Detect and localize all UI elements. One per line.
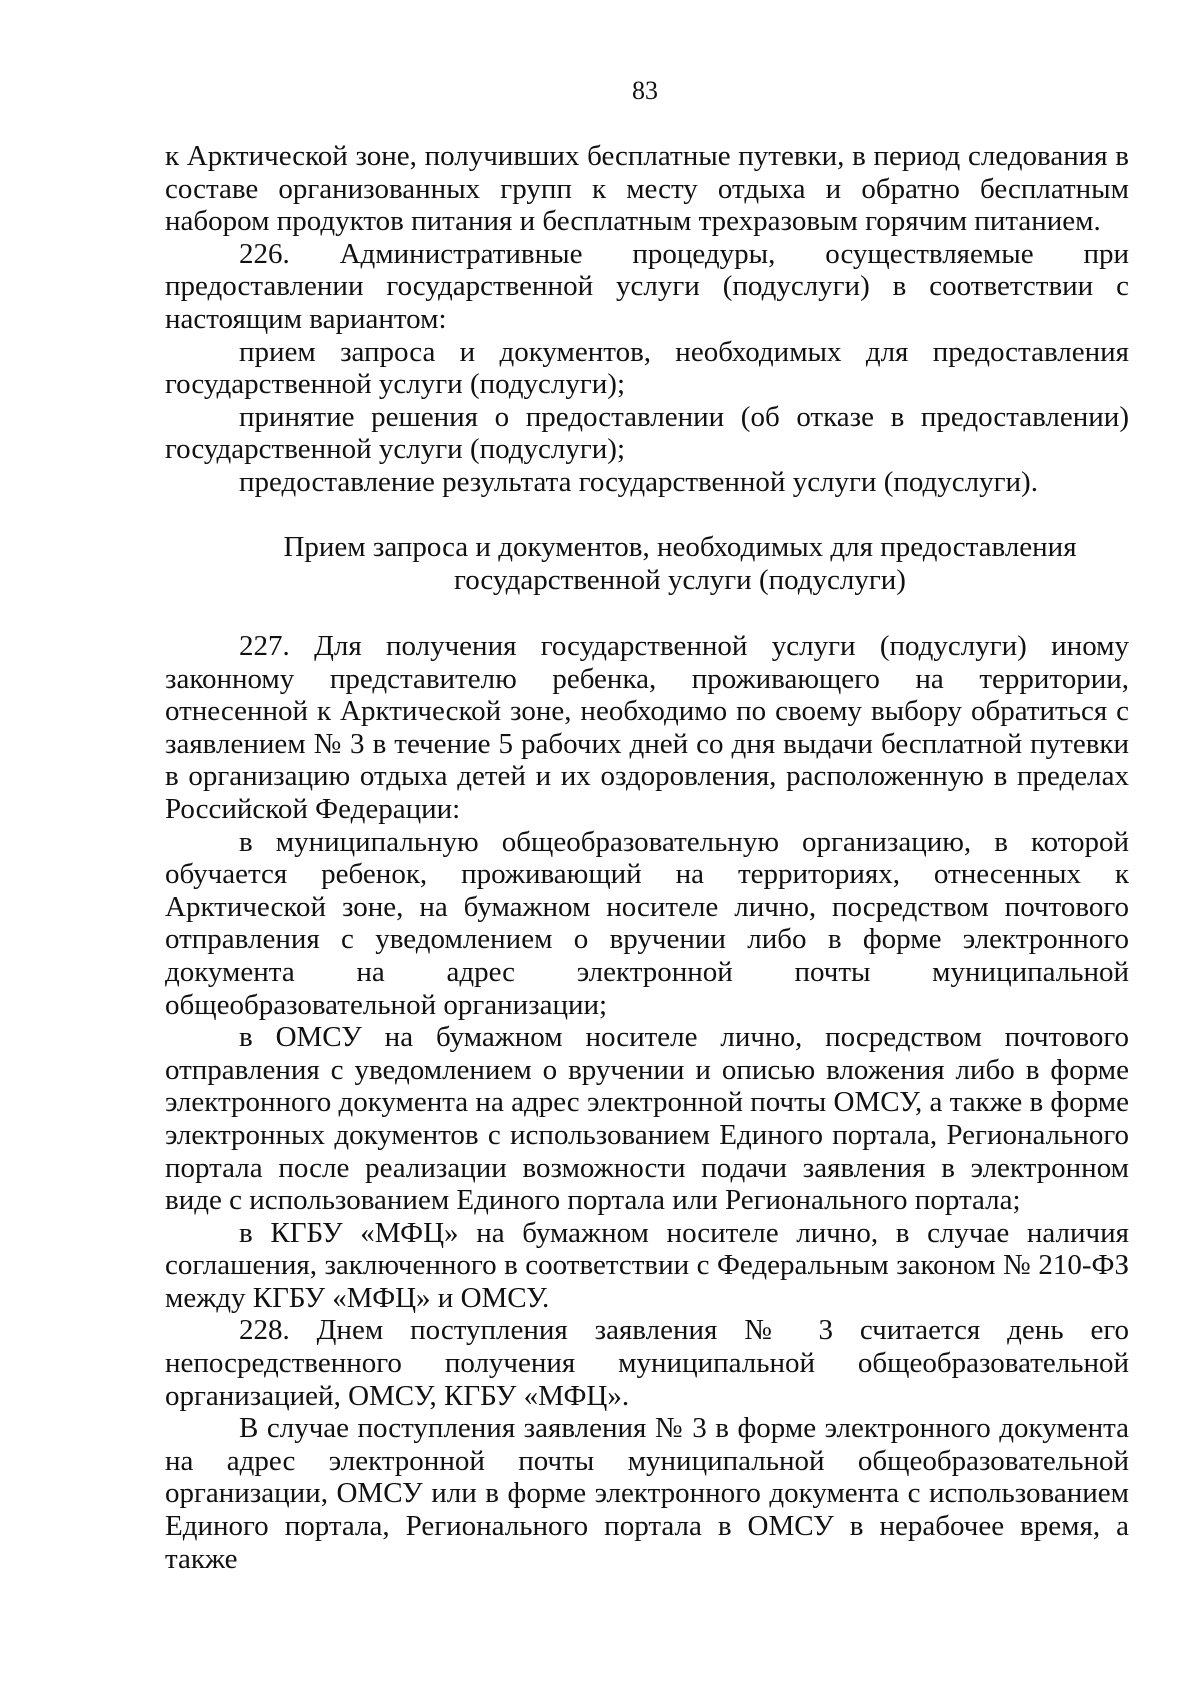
section-heading xyxy=(220,531,1140,597)
list-item: в КГБУ «МФЦ» на бумажном носителе лично, в случае наличия соглашения, заключенного в соответствии с Федеральным законом № 210-ФЗ между КГБУ «МФЦ» и ОМСУ. xyxy=(165,1216,1129,1314)
list-item: прием запроса и документов, необходимых для предоставления государственной услуги (подуслуги); xyxy=(165,335,1129,401)
paragraph-block-1 xyxy=(165,140,1129,499)
section-heading-line-2: государственной услуги (подуслуги) xyxy=(454,564,906,596)
paragraph: 226. Административные процедуры, осуществляемые при предоставлении государственной услуги (подуслуги) в соответствии с настоящим вариантом: xyxy=(165,237,1129,335)
paragraph-block-2 xyxy=(165,630,1129,1575)
paragraph: 227. Для получения государственной услуги (подуслуги) иному законному представителю ребенка, проживающего на территории, отнесенной к Арктической зоне, необходимо по своему выбору обратиться с заявлением № 3 в течение 5 рабочих дней со дня выдачи бесплатной путевки в организацию отдыха детей и их оздоровления, расположенную в пределах Российской Федерации: xyxy=(165,630,1129,825)
list-item: в муниципальную общеобразовательную организацию, в которой обучается ребенок, проживающий на территориях, отнесенных к Арктической зоне, на бумажном носителе лично, посредством почтового отправления с уведомлением о вручении либо в форме электронного документа на адрес электронной почты муниципальной общеобразовательной организации; xyxy=(165,825,1129,1021)
list-item: предоставление результата государственной услуги (подуслуги). xyxy=(239,465,1038,498)
paragraph: 228. Днем поступления заявления № 3 считается день его непосредственного получения муниципальной общеобразовательной организацией, ОМСУ, КГБУ «МФЦ». xyxy=(165,1314,1129,1412)
paragraph: В случае поступления заявления № 3 в форме электронного документа на адрес электронной почты муниципальной общеобразовательной организации, ОМСУ или в форме электронного документа с использованием Единого портала, Регионального портала в ОМСУ в нерабочее время, а также xyxy=(165,1412,1129,1575)
page-number: 83 xyxy=(632,76,658,105)
list-item: в ОМСУ на бумажном носителе лично, посредством почтового отправления с уведомлением о вручении и описью вложения либо в форме электронного документа на адрес электронной почты ОМСУ, а также в форме электронных документов с использованием Единого портала, Регионального портала после реализации возможности подачи заявления в электронном виде с использованием Единого портала или Регионального портала; xyxy=(165,1021,1129,1217)
paragraph: к Арктической зоне, получивших бесплатные путевки, в период следования в составе организованных групп к месту отдыха и обратно бесплатным набором продуктов питания и бесплатным трехразовым горячим питанием. xyxy=(165,140,1129,238)
list-item: принятие решения о предоставлении (об отказе в предоставлении) государственной услуги (подуслуги); xyxy=(165,400,1129,466)
section-heading-line-1: Прием запроса и документов, необходимых для предоставления xyxy=(283,531,1077,563)
